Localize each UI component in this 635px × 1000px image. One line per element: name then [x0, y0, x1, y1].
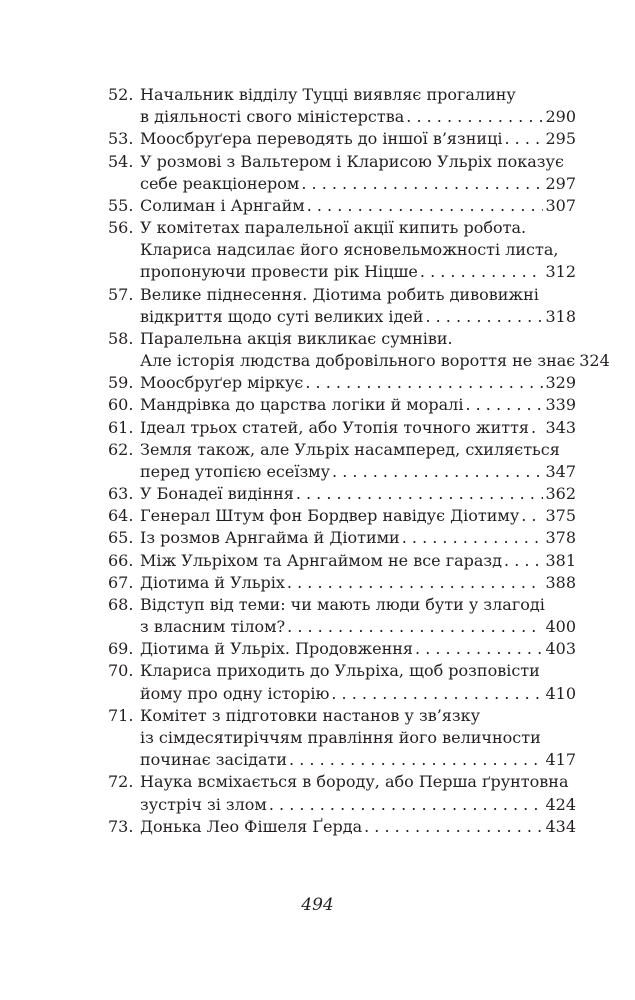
dot-leader	[289, 749, 543, 771]
chapter-title-line: із сімдесятиріччям правління його величности	[140, 727, 541, 747]
toc-leader-row	[140, 572, 576, 594]
page-number: 494	[301, 895, 334, 915]
chapter-title-line: Генерал Штум фон Бордвер навідує Діотиму	[140, 506, 520, 526]
chapter-title-line: Клариса приходить до Ульріха, щоб розповісти	[140, 661, 540, 681]
toc-entry	[108, 705, 576, 772]
toc-entry	[108, 284, 576, 328]
chapter-number: 71.	[108, 705, 134, 725]
chapter-title-line: У комітетах паралельної акції кипить робота.	[140, 218, 527, 238]
page-ref: 339	[545, 395, 576, 415]
chapter-title-line: У розмові з Вальтером і Кларисою Ульріх показує	[140, 151, 564, 171]
chapter-number: 66.	[108, 550, 134, 570]
toc-entry	[108, 417, 576, 439]
page-ref: 378	[545, 528, 576, 548]
chapter-title-line: йому про одну історію	[140, 683, 330, 703]
chapter-title-line: Клариса надсилає його ясновельможності листа,	[140, 240, 559, 260]
chapter-number: 52.	[108, 85, 134, 104]
chapter-title-line: Діотима й Ульріх. Продовження	[140, 639, 414, 659]
toc-leader-row	[140, 417, 576, 439]
chapter-number: 53.	[108, 129, 134, 149]
dot-leader	[296, 483, 544, 505]
toc-leader-row	[140, 616, 576, 638]
chapter-title-line: Але історія людства добровільного вороття не знає	[140, 351, 576, 371]
page-ref: 381	[545, 550, 576, 570]
toc-leader-row	[140, 372, 576, 394]
toc-leader-row	[140, 261, 576, 283]
chapter-title-line: Між Ульріхом та Арнгаймом не все гаразд	[140, 550, 503, 570]
dot-leader	[287, 616, 543, 638]
page-ref: 375	[545, 506, 576, 526]
chapter-title-line: Солиман і Арнгайм	[140, 195, 305, 215]
dot-leader	[465, 394, 543, 416]
chapter-title-line: Комітет з підготовки настанов у зв’язку	[140, 705, 481, 725]
chapter-title-line: зустріч зі злом	[140, 794, 267, 814]
chapter-title-line: Діотима й Ульріх	[140, 572, 285, 592]
page-ref: 318	[545, 306, 576, 326]
dot-leader	[420, 261, 544, 283]
toc-entry	[108, 84, 576, 128]
chapter-number: 63.	[108, 484, 134, 504]
page-ref: 307	[545, 195, 576, 215]
toc-leader-row	[140, 350, 610, 372]
toc-entry	[108, 128, 576, 150]
page-ref: 297	[545, 173, 576, 193]
toc-leader-row	[140, 394, 576, 416]
toc-leader-row	[140, 128, 576, 150]
chapter-number: 68.	[108, 594, 134, 614]
chapter-title-line: Ідеал трьох статей, або Утопія точного життя	[140, 417, 530, 437]
chapter-number: 61.	[108, 417, 134, 437]
toc-leader-row	[140, 173, 576, 195]
dot-leader	[307, 195, 544, 217]
dot-leader	[521, 505, 543, 527]
toc-entry	[108, 594, 576, 638]
toc-leader-row	[140, 527, 576, 549]
toc-entry	[108, 217, 576, 284]
dot-leader	[402, 527, 544, 549]
dot-leader	[415, 638, 543, 660]
chapter-title-line: Начальник відділу Туцці виявляє прогалину	[140, 85, 516, 104]
toc-entry	[108, 550, 576, 572]
chapter-number: 59.	[108, 373, 134, 393]
chapter-title-line: починає засідати	[140, 750, 288, 770]
chapter-title-line: з власним тілом?	[140, 617, 286, 637]
chapter-number: 64.	[108, 506, 134, 526]
toc-leader-row	[140, 483, 576, 505]
toc-entry	[108, 439, 576, 483]
page-ref: 290	[545, 107, 576, 127]
page-ref: 295	[545, 129, 576, 149]
dot-leader	[364, 816, 543, 838]
dot-leader	[305, 372, 543, 394]
toc-leader-row	[140, 106, 576, 128]
chapter-number: 58.	[108, 328, 134, 348]
dot-leader	[425, 306, 543, 328]
chapter-title-line: в діяльності свого міністерства	[140, 107, 405, 127]
toc-leader-row	[140, 505, 576, 527]
toc-entry	[108, 771, 576, 815]
dot-leader	[331, 683, 543, 705]
chapter-title-line: перед утопією есеїзму	[140, 461, 331, 481]
toc-entry	[108, 816, 576, 838]
page-ref: 329	[545, 373, 576, 393]
chapter-number: 56.	[108, 218, 134, 238]
page-ref: 417	[545, 750, 576, 770]
chapter-title-line: Наука всміхається в бороду, або Перша ґрунтовна	[140, 772, 569, 792]
dot-leader	[287, 572, 544, 594]
page-ref: 343	[545, 417, 576, 437]
chapter-title-line: себе реакціонером	[140, 173, 300, 193]
toc-leader-row	[140, 816, 576, 838]
toc-leader-row	[140, 306, 576, 328]
toc-entry	[108, 660, 576, 704]
toc-entry	[108, 195, 576, 217]
toc-entry	[108, 505, 576, 527]
toc-entry	[108, 394, 576, 416]
chapter-title-line: Із розмов Арнгайма й Діотими	[140, 528, 400, 548]
page-ref: 362	[545, 484, 576, 504]
chapter-title-line: Моосбруґер міркує	[140, 373, 304, 393]
chapter-title-line: Велике піднесення. Діотима робить дивовижні	[140, 284, 539, 304]
toc-entry	[108, 527, 576, 549]
chapter-number: 72.	[108, 772, 134, 792]
page-ref: 434	[545, 816, 576, 836]
page-ref: 424	[545, 794, 576, 814]
chapter-title-line: Паралельна акція викликає сумніви.	[140, 328, 453, 348]
dot-leader	[332, 461, 543, 483]
chapter-title-line: Мандрівка до царства логіки й моралі	[140, 395, 464, 415]
page-ref: 388	[545, 572, 576, 592]
toc-entry	[108, 328, 610, 372]
chapter-title-line: Донька Лео Фішеля Ґерда	[140, 816, 363, 836]
dot-leader	[269, 794, 544, 816]
chapter-number: 57.	[108, 284, 134, 304]
toc-leader-row	[140, 461, 576, 483]
toc-entry	[108, 638, 576, 660]
toc-leader-row	[140, 794, 576, 816]
toc-entry	[108, 572, 576, 594]
toc-entry	[108, 483, 576, 505]
table-of-contents	[108, 84, 610, 838]
chapter-number: 54.	[108, 151, 134, 171]
dot-leader	[504, 550, 543, 572]
dot-leader	[406, 106, 543, 128]
page-ref: 347	[545, 461, 576, 481]
toc-entry	[108, 372, 576, 394]
toc-leader-row	[140, 550, 576, 572]
chapter-title-line: пропонуючи провести рік Ніцше	[140, 262, 418, 282]
chapter-title-line: відкриття щодо суті великих ідей	[140, 306, 424, 326]
chapter-title-line: Моосбруґера переводять до іншої в’язниці	[140, 129, 503, 149]
toc-leader-row	[140, 638, 576, 660]
page-ref: 403	[545, 639, 576, 659]
toc-entry	[108, 151, 576, 195]
dot-leader	[301, 173, 543, 195]
page-ref: 400	[545, 617, 576, 637]
chapter-number: 67.	[108, 572, 134, 592]
chapter-number: 69.	[108, 639, 134, 659]
page-ref: 410	[545, 683, 576, 703]
toc-leader-row	[140, 195, 576, 217]
dot-leader	[531, 417, 543, 439]
chapter-number: 55.	[108, 195, 134, 215]
chapter-number: 60.	[108, 395, 134, 415]
page-ref: 312	[545, 262, 576, 282]
dot-leader	[504, 128, 543, 150]
chapter-title-line: Відступ від теми: чи мають люди бути у злагоді	[140, 594, 545, 614]
page-ref: 324	[579, 351, 610, 371]
chapter-number: 62.	[108, 439, 134, 459]
chapter-number: 70.	[108, 661, 134, 681]
chapter-number: 65.	[108, 528, 134, 548]
toc-leader-row	[140, 749, 576, 771]
chapter-title-line: Земля також, але Ульріх насамперед, схиляється	[140, 439, 560, 459]
toc-leader-row	[140, 683, 576, 705]
chapter-title-line: У Бонадеї видіння	[140, 484, 294, 504]
chapter-number: 73.	[108, 816, 134, 836]
